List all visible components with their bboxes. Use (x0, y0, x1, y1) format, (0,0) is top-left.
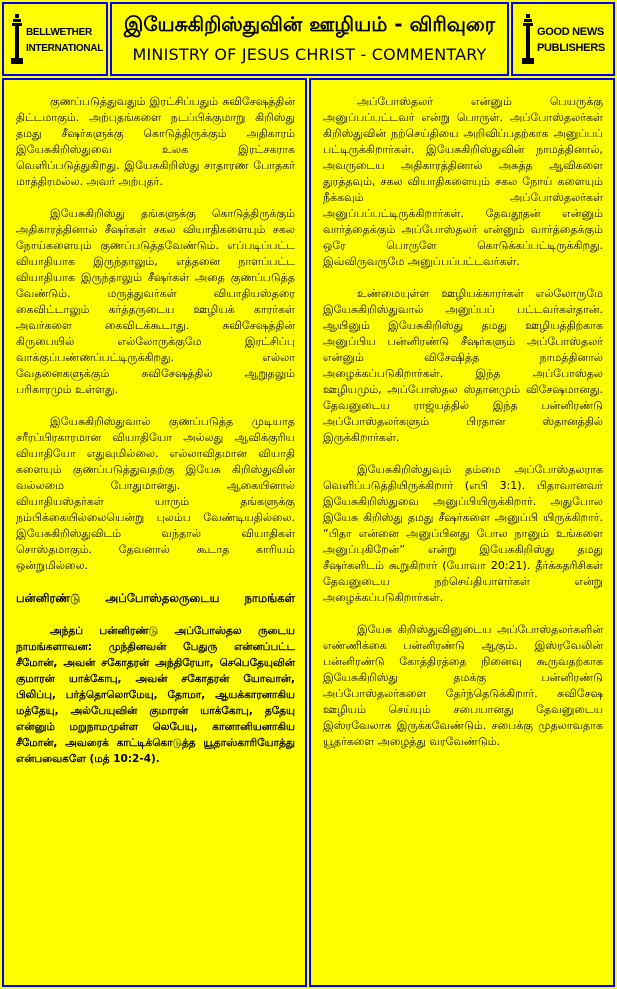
good-news-torch-icon (521, 14, 535, 66)
title-tamil: இயேசுகிறிஸ்துவின் ஊழியம் - விரிவுரை (123, 12, 496, 36)
left-paragraph-1: குணப்படுத்துவதும் இரட்சிப்பதும் சுவிசேஷத்தின் திட்டமாகும். அற்புதங்களை நடப்பிக்குமாறு கிறிஸ்து தமது சீஷர்களுக்கு கொடுத்திருக்கும் அதிகாரம் இயேசுகிறிஸ்துவை உலக இரட்சகராக வெளிப்படுத்துகிறது. இயேசுகிறிஸ்து சாதாரண போதகர் மாத்திரமல்ல. அவர் அற்புதர். (16, 95, 295, 188)
header-left-logo-box (2, 2, 108, 76)
right-paragraph-1: அப்போஸ்தலர் என்னும் பெயருக்கு அனுப்பப்பட்டவர் என்று பொருள். அப்போஸ்தலர்கள் கிறிஸ்துவின் நற்செய்தியை அறிவிப்பதற்காக அனுப்பப் பட்டிருக்கிறார்கள். இயேசுகிறிஸ்துவின் நாமத்தினால், அவருடைய அதிகாரத்தினால் அசுத்த ஆவிகளை துரத்தவும், சகல வியாதிகளையும் சகல நோய் களையும் நீக்கவும் அப்போஸ்தலர்கள் அனுப்பப்பட்டிருக்கிறார்கள். தேவதூதன் என்னும் வார்த்தைக்கும் அப்போஸ்தலர் என்னும் வார்த்தைக்கும் ஒரே பொருளே கொடுக்கப்பட்டிருக்கிறது. இவ்விருவருமே அனுப்பப்பட்டவர்கள். (323, 95, 603, 268)
right-paragraph-2: உண்மையுள்ள ஊழியக்காரர்கள் எல்லோருமே இயேசுகிறிஸ்துவால் அனுப்பப் பட்டவர்கள்தான். ஆயினும் இயேசுகிறிஸ்து தமது ஊழியத்திற்காக அனுப்பிய பன்னிரண்டு சீஷர்களும் அப்போஸ்தலர் என்னும் விசேஷித்த நாமத்தினால் அழைக்கப்படுகிறார்கள். இந்த அப்போஸ்தல ஊழியமும், அப்போஸ்தல ஸ்தானமும் விசேஷமானது. தேவனுடைய ராஜ்யத்தில் இந்த பன்னிரண்டு அப்போஸ்தலர்களும் பிரதான ஸ்தானத்தில் இருக்கிறார்கள். (323, 287, 603, 444)
header-title-box (110, 2, 509, 76)
left-paragraph-4: அந்தப் பன்னிரண்டு அப்போஸ்தல ருடைய நாமங்களாவன: முந்தினவன் பேதுரு என்னப்பட்ட சீமோன், அவன் சகோதரன் அந்திரேயா, செபெதேயுவின் குமாரன் யாக்கோபு, அவன் சகோதரன் யோவான், பிலிப்பு, பர்த்தொலொமேயு, தோமா, ஆயக்காரனாகிய மத்தேயு, அல்பேயுவின் குமாரன் யாக்கோபு, ததேயு என்னும் மறுநாமமுள்ள லெபேயு, கானானியனாகிய சீமோன், அவரைக் காட்டிக்கொடுத்த யூதாஸ்காரியோத்து என்பவைகளே (மத் 10:2-4). (16, 625, 295, 765)
logo-line1: GOOD NEWS (537, 26, 604, 38)
title-english: MINISTRY OF JESUS CHRIST - COMMENTARY (132, 45, 487, 64)
logo-line2: INTERNATIONAL (26, 43, 104, 54)
logo-line2: PUBLISHERS (537, 42, 605, 54)
logo-line1: BELLWETHER (26, 27, 92, 38)
left-column (2, 78, 307, 987)
good-news-logo (521, 12, 613, 70)
section-heading: பன்னிரண்டு அப்போஸ்தலருடைய நாமங்கள் (16, 591, 295, 605)
bellwether-torch-icon (10, 14, 24, 66)
bellwether-logo (10, 12, 102, 70)
left-paragraph-3: இயேசுகிறிஸ்துவால் குணப்படுத்த முடியாத சரீரப்பிரகாரமான வியாதியோ அல்லது ஆவிக்குரிய வியாதியோ எதுவுமில்லை. எல்லாவிதமான வியாதி களையும் குணப்படுத்துவதற்கு இயேசு கிறிஸ்துவின் வல்லமை போதுமானது. ஆகையினால் வியாதியஸ்தர்கள் யாரும் தங்களுக்கு நம்பிக்கையில்லையென்று புலம்ப வேண்டியதில்லை. இயேசுகிறிஸ்துவிடம் வந்தால் வியாதிகள் சொஸ்தமாகும். தேவனால் கூடாத காரியம் ஒன்றுமில்லை. (16, 415, 295, 572)
left-paragraph-2: இயேசுகிறிஸ்து தங்களுக்கு கொடுத்திருக்கும் அதிகாரத்தினால் சீஷர்கள் சகல வியாதிகளையும் சகல நோய்களையும் குணப்படுத்தவேண்டும். எப்படிப்பட்ட வியாதியாக இருந்தாலும், எத்தனை நாளப்பட்ட வியாதியாக இருந்தாலும் சீஷர்கள் அதை குணப்படுத்த வேண்டும். மருத்துவர்கள் வியாதியஸ்தரை கைவிட்டாலும் கர்த்தருடைய ஊழியக் காரர்கள் அவர்களை கைவிடக்கூடாது. சுவிசேஷத்தின் கிருபையில் எல்லோருக்குமே இரட்சிப்பு வாக்குப்பண்ணப்பட்டிருக்கிறது. எல்லா வேதனைகளுக்கும் சுவிசேஷத்தில் ஆறுதலும் பரிகாரமும் உள்ளது. (16, 207, 295, 396)
right-paragraph-4: இயேசு கிறிஸ்துவினுடைய அப்போஸ்தலர்களின் எண்ணிக்கை பன்னிரண்டு ஆகும். இஸ்ரவேலின் பன்னிரண்டு கோத்திரத்தை நினைவு கூருவதற்காக இயேசுகிறிஸ்து தமக்கு பன்னிரண்டு அப்போஸ்தலர்களை தேர்ந்தெடுக்கிறார். சுவிசேஷ ஊழியம் செய்யும் சபையானது தேவனுடைய இஸ்ரவேலாக இருக்கவேண்டும். சபைக்கு முதலாவதாக யூதர்களை அழைத்து வரவேண்டும். (323, 623, 603, 748)
right-column (309, 78, 615, 987)
header-right-logo-box (511, 2, 615, 76)
right-paragraph-3: இயேசுகிறிஸ்துவும் தம்மை அப்போஸ்தலராக வெளிப்படுத்தியிருக்கிறார் (எபி 3:1). பிதாவானவர் இயேசுகிறிஸ்துவை அனுப்பியிருக்கிறார். அதுபோல இயேசு கிறிஸ்து தமது சீஷர்களை அனுப்பி யிருக்கிறார். “பிதா என்னை அனுப்பினது போல நானும் உங்களை அனுப்புகிறேன்” என்று இயேசுகிறிஸ்து தமது சீஷர்களிடம் கூறுகிறார் (யோவா 20:21). தீர்க்கதரிசிகள் தேவனுடைய நற்செய்தியாளர்கள் என்று அழைக்கப்படுகிறார்கள். (323, 463, 603, 604)
